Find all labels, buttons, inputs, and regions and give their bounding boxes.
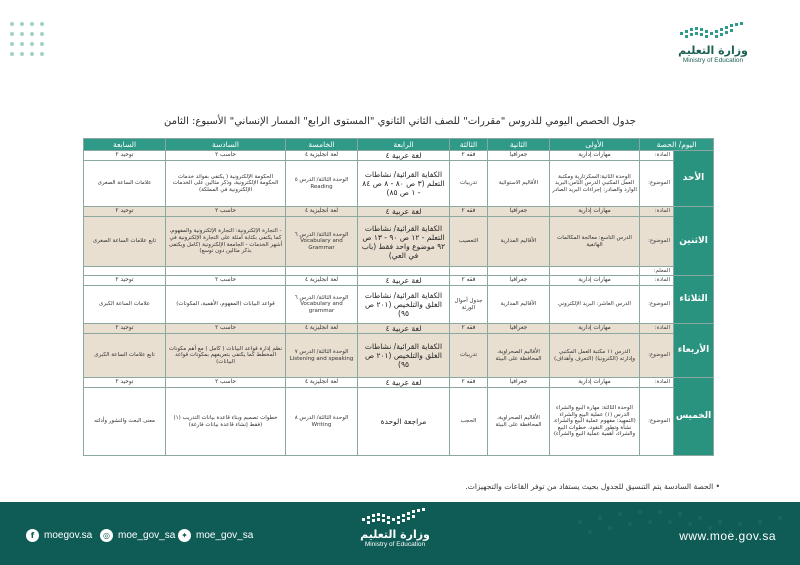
table-row (84, 324, 714, 334)
topic-cell: تابع علامات الساعة الكبرى (84, 334, 166, 378)
header-period-2: الثانية (488, 139, 550, 151)
note-text: الحصة السادسة يتم التنسيق للجدول بحيث يستفاد من توفر القاعات والتجهيزات. (465, 482, 714, 491)
topic-cell: قواعد البيانات (المفهوم، الأهمية، المكونات) (166, 286, 286, 324)
topic-cell: الدرس ١١ مكتبة العمل المكتبي وإدارته (الكترونيا) (التعرف وأهداف) (550, 334, 640, 378)
header-period-3: الثالثة (450, 139, 488, 151)
twitter-handle: moe_gov_sa (196, 530, 254, 541)
topic-cell: الأقاليم المدارية (488, 217, 550, 267)
topic-cell: الحكومة الإلكترونية ( يكتفى بفوائد خدمات الحكومة الإلكترونية، وذكر مثالين على الخدمات الإلكترونية في المملكة) (166, 161, 286, 207)
subject-cell: حاسب ٢ (166, 207, 286, 217)
subject-cell: توحيد ٢ (84, 151, 166, 161)
ministry-name-en: Ministry of Education (682, 57, 744, 64)
table-row (84, 276, 714, 286)
ministry-name-ar: وزارة التعليم (678, 44, 748, 57)
topic-cell: علامات الساعة الكبرى (84, 286, 166, 324)
day-name: الثلاثاء (674, 276, 714, 324)
table-row (84, 217, 714, 267)
header-period-1: الأولى (550, 139, 640, 151)
topic-cell: الوحدة الثالثة/ الدرس ٧ Listening and speaking (286, 334, 358, 378)
subject-cell: مهارات إدارية (550, 276, 640, 286)
facebook-icon: f (26, 529, 39, 542)
topic-cell: معنى البعث والنشور وأدلته (84, 388, 166, 456)
subject-cell: حاسب ٢ (166, 276, 286, 286)
topic-cell: الحجب (450, 388, 488, 456)
subject-cell: جغرافيا (488, 151, 550, 161)
instagram-icon: ◎ (100, 529, 113, 542)
topic-cell: نظم إدارة قواعد البيانات ( كامل ) مع أهم مكونات المخطط كما يكتفى بتعريفهم بمكونات قواعد البيانات) (166, 334, 286, 378)
subject-cell: مهارات إدارية (550, 207, 640, 217)
table-row (84, 378, 714, 388)
subject-cell: لغة انجليزية ٤ (286, 324, 358, 334)
table-row (84, 334, 714, 378)
topic-cell: الدرس التاسع: معالجة المكالمات الهاتفية (550, 217, 640, 267)
topic-cell: مراجعة الوحدة (358, 388, 450, 456)
instagram-link[interactable] (100, 529, 175, 542)
subject-label: المادة: (640, 378, 674, 388)
table-row (84, 207, 714, 217)
table-row (84, 161, 714, 207)
subject-cell: مهارات إدارية (550, 378, 640, 388)
subject-cell: فقه ٢ (450, 207, 488, 217)
header-period-4: الرابعة (358, 139, 450, 151)
topic-cell: الكفاية القرائية/ نشاطات التعلم - ١٢ ص ٩٠ - ١٣ ص ٩٢ موضوع واحد فقط (باب في العي) (358, 217, 450, 267)
subject-label: المادة: (640, 324, 674, 334)
subject-cell: توحيد ٢ (84, 276, 166, 286)
subject-cell: حاسب ٢ (166, 324, 286, 334)
header-row (84, 139, 714, 151)
topic-cell: الوحدة الثالثة/ الدرس ٥ Reading (286, 161, 358, 207)
twitter-link[interactable] (178, 529, 253, 542)
subject-cell: حاسب ٢ (166, 151, 286, 161)
subject-label: المادة: (640, 151, 674, 161)
table-row (84, 388, 714, 456)
subject-cell: لغة عربية ٤ (358, 276, 450, 286)
topic-cell: الكفاية القرائية/ نشاطات التعلم (٣ ص ٨٠ - ٨ ص ٨٤ - ١ ص ٨٥) (358, 161, 450, 207)
subject-cell: لغة عربية ٤ (358, 324, 450, 334)
subject-cell: جغرافيا (488, 324, 550, 334)
topic-cell: الوحدة الثانية:السكرتارية ومكتبة العمل المكتبي الدرس الثامن:البريد الوارد والصادر: إجراءات البريد الصادر (550, 161, 640, 207)
ministry-name-ar: وزارة التعليم (360, 528, 430, 541)
teacher-label: المعلم: (640, 267, 674, 276)
subject-cell: لغة عربية ٤ (358, 378, 450, 388)
schedule-table (83, 138, 714, 456)
subject-cell: جغرافيا (488, 378, 550, 388)
topic-cell: الكفاية القرائية/ نشاطات الغلق والتلخيص (٢٠١ ص ٩٥) (358, 286, 450, 324)
ministry-logo-footer (340, 508, 450, 548)
topic-cell: الوحدة الثالثة/ الدرس ٦ Vocabulary and Grammar (286, 217, 358, 267)
subject-label: المادة: (640, 276, 674, 286)
topic-label: الموضوع: (640, 161, 674, 207)
topic-cell: تابع علامات الساعة الصغرى (84, 217, 166, 267)
topic-cell: جدول أحوال الورثة (450, 286, 488, 324)
page-title: جدول الحصص اليومي للدروس "مقررات" للصف الثاني الثانوي "المستوى الرابع" المسار الإنساني" الأسبوع: الثامن (164, 116, 636, 127)
topic-cell: التعصيب (450, 217, 488, 267)
subject-cell: لغة انجليزية ٤ (286, 151, 358, 161)
subject-cell: لغة عربية ٤ (358, 151, 450, 161)
schedule-note: • الحصة السادسة يتم التنسيق للجدول بحيث يستفاد من توفر القاعات والتجهيزات. (465, 482, 720, 491)
topic-cell: الوحدة الثالثة: مهارة البيع والشراء الدرس (١) عملية البيع والشراء (التمهيد: مفهوم عملية البيع والشراء، نشأة وتطور النقود، خطوات البيع والشراء، أهمية عملية البيع والشراء) (550, 388, 640, 456)
topic-label: الموضوع: (640, 334, 674, 378)
subject-cell: مهارات إدارية (550, 324, 640, 334)
instagram-handle: moe_gov_sa (118, 530, 176, 541)
table-row (84, 286, 714, 324)
table-row (84, 151, 714, 161)
table-row (84, 267, 714, 276)
topic-cell: تدريبات (450, 334, 488, 378)
subject-cell: توحيد ٢ (84, 378, 166, 388)
topic-cell: الكفاية القرائية/ نشاطات الغلق والتلخيص (٢٠١ ص ٩٥) (358, 334, 450, 378)
subject-cell: توحيد ٢ (84, 324, 166, 334)
subject-label: المادة: (640, 207, 674, 217)
topic-cell: خطوات تصميم وبناء قاعدة بيانات التدريب (١) (فقط إنشاء قاعدة بيانات فارغة) (166, 388, 286, 456)
topic-cell: - التجارة الإلكترونية: التجارة الإلكترونية والمفهوم، كما يكتفى بكتابة أمثلة على التجارة الإلكترونية في أشهر الخدمات - الجامعة الإلكترونية (كامل ويكتفى بذكر مثالين دون توسع) (166, 217, 286, 267)
topic-cell: الأقاليم الاستوائية (488, 161, 550, 207)
ministry-logo (668, 22, 758, 64)
day-name: الأربعاء (674, 324, 714, 378)
subject-cell: فقه ٢ (450, 324, 488, 334)
topic-label: الموضوع: (640, 388, 674, 456)
subject-cell: حاسب ٢ (166, 378, 286, 388)
subject-cell: فقه ٢ (450, 276, 488, 286)
decorative-dots (10, 508, 59, 513)
footer (0, 502, 800, 565)
day-name: الخميس (674, 378, 714, 456)
header-day-period: اليوم/ الحصة (640, 139, 714, 151)
topic-cell: الوحدة الثالثة/ الدرس ٦ Vocabulary and grammar (286, 286, 358, 324)
topic-label: الموضوع: (640, 217, 674, 267)
twitter-icon: ✦ (178, 529, 191, 542)
day-name: الأحد (674, 151, 714, 207)
day-name: الاثنين (674, 207, 714, 276)
subject-cell: لغة انجليزية ٤ (286, 276, 358, 286)
logo-mark-icon (678, 22, 748, 42)
facebook-handle: moegov.sa (44, 530, 93, 541)
subject-cell: توحيد ٢ (84, 207, 166, 217)
subject-cell: لغة انجليزية ٤ (286, 207, 358, 217)
topic-cell: الأقاليم الصحراوية، المحافظة على البيئة (488, 388, 550, 456)
subject-cell: فقه ٢ (450, 378, 488, 388)
header-period-5: الخامسة (286, 139, 358, 151)
topic-label: الموضوع: (640, 286, 674, 324)
logo-mark-icon (360, 508, 430, 528)
topic-cell: الأقاليم الصحراوية، المحافظة على البيئة (488, 334, 550, 378)
header-period-6: السادسة (166, 139, 286, 151)
subject-cell: مهارات إدارية (550, 151, 640, 161)
subject-cell: لغة انجليزية ٤ (286, 378, 358, 388)
ministry-name-en: Ministry of Education (364, 541, 426, 548)
topic-cell: الدرس العاشر: البريد الإلكتروني (550, 286, 640, 324)
facebook-link[interactable] (26, 529, 92, 542)
website-link[interactable]: www.moe.gov.sa (679, 529, 776, 543)
subject-cell: فقه ٢ (450, 151, 488, 161)
topic-cell: الأقاليم المدارية (488, 286, 550, 324)
subject-cell: لغة عربية ٤ (358, 207, 450, 217)
decorative-dots (10, 22, 44, 56)
subject-cell: جغرافيا (488, 207, 550, 217)
topic-cell: الوحدة الثالثة/ الدرس ٨ Writing (286, 388, 358, 456)
header-period-7: السابعة (84, 139, 166, 151)
topic-cell: علامات الساعة الصغرى (84, 161, 166, 207)
subject-cell: جغرافيا (488, 276, 550, 286)
topic-cell: تدريبات (450, 161, 488, 207)
